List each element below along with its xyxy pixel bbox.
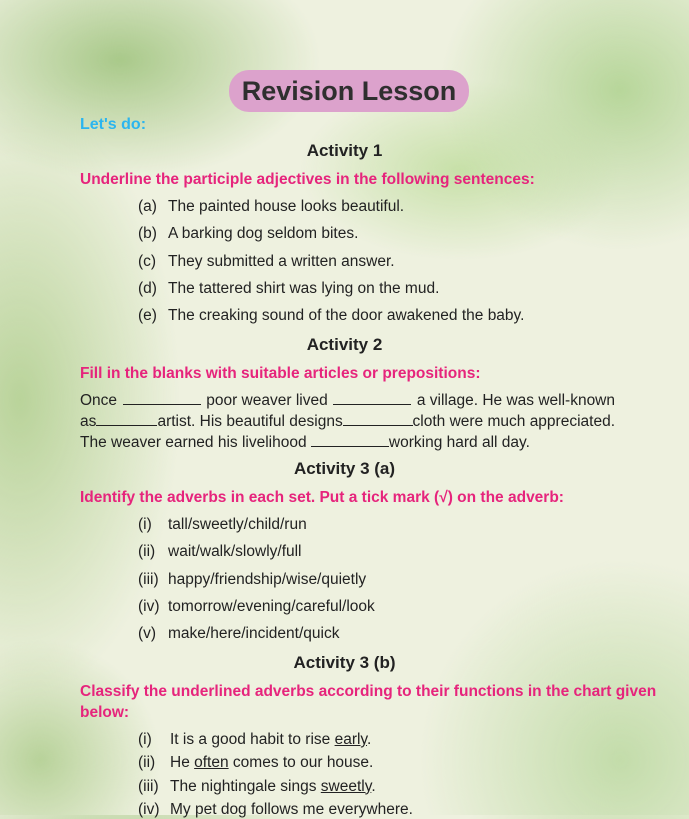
list-item [138, 198, 404, 216]
item-text: My pet dog follows me everywhere. [170, 800, 413, 818]
list-item [138, 754, 373, 772]
item-text: wait/walk/slowly/full [168, 543, 302, 561]
lets-do-label: Let's do: [80, 116, 147, 133]
underlined-adverb: early [334, 731, 368, 748]
item-text: The tattered shirt was lying on the mud. [168, 279, 440, 297]
list-item [138, 778, 376, 796]
item-number: (ii) [138, 543, 156, 561]
item-text: tall/sweetly/child/run [168, 516, 307, 533]
item-number: (c) [138, 252, 157, 270]
item-text: The creaking sound of the door awakened the baby. [168, 307, 525, 325]
activity-3a-instruction: Identify the adverbs in each set. Put a tick mark (√) on the adverb: [80, 489, 564, 506]
item-text: tomorrow/evening/careful/look [168, 597, 375, 615]
item-number: (i) [138, 731, 152, 748]
list-item [138, 598, 375, 616]
list-item [138, 225, 358, 243]
text: The weaver earned his livelihood [80, 434, 307, 451]
activity-2-heading: Activity 2 [306, 335, 383, 354]
item-number: (e) [138, 307, 157, 325]
item-number: (i) [138, 516, 152, 533]
fill-in-paragraph [80, 390, 615, 453]
list-item [138, 801, 413, 819]
text: as [80, 413, 97, 430]
activity-2-instruction: Fill in the blanks with suitable articles or prepositions: [80, 365, 481, 382]
item-text: The nightingale sings [170, 777, 321, 795]
activity-3b-heading: Activity 3 (b) [293, 653, 396, 672]
paragraph-line [80, 432, 615, 453]
blank [123, 390, 201, 405]
item-text: They submitted a written answer. [168, 252, 395, 270]
item-number: (iv) [138, 597, 160, 615]
item-number: (d) [138, 279, 157, 297]
blank [333, 390, 411, 405]
item-number: (ii) [138, 754, 156, 772]
underlined-adverb: often [194, 754, 229, 772]
item-number: (b) [138, 225, 157, 243]
item-number: (iii) [138, 570, 159, 588]
list-item [138, 307, 524, 325]
item-text-end: . [367, 731, 372, 748]
activity-1-heading: Activity 1 [306, 141, 383, 160]
list-item [138, 543, 302, 561]
paragraph-line [80, 411, 615, 432]
list-item [138, 280, 439, 298]
blank [343, 411, 413, 426]
list-item [138, 731, 371, 749]
list-item [138, 625, 339, 643]
blank [96, 411, 157, 426]
item-text: A barking dog seldom bites. [168, 225, 359, 243]
item-number: (v) [138, 625, 157, 643]
item-text: It is a good habit to rise [170, 731, 335, 748]
item-text: make/here/incident/quick [168, 625, 340, 643]
activity-1-instruction: Underline the participle adjectives in the following sentences: [80, 171, 535, 188]
item-number: (a) [138, 198, 157, 215]
text: Once [80, 392, 118, 409]
list-item [138, 516, 307, 534]
item-text: He [170, 754, 195, 772]
text: poor weaver lived [206, 392, 328, 409]
item-text: The painted house looks beautiful. [168, 198, 405, 215]
text: a village. He was well-known [416, 392, 615, 409]
text: cloth were much appreciated. [412, 413, 615, 430]
blank [311, 432, 389, 447]
paragraph-line [80, 390, 615, 411]
item-number: (iv) [138, 800, 160, 818]
page-title: Revision Lesson [229, 70, 469, 112]
list-item [138, 571, 366, 589]
item-text: happy/friendship/wise/quietly [168, 570, 367, 588]
activity-3b-instruction: Classify the underlined adverbs according to their functions in the chart given below: [80, 683, 657, 721]
item-number: (iii) [138, 777, 159, 795]
text: artist. His beautiful designs [157, 413, 343, 430]
item-text-end: comes to our house. [228, 754, 374, 772]
text: working hard all day. [388, 434, 530, 451]
item-text-end: . [371, 777, 376, 795]
list-item [138, 253, 395, 271]
activity-3a-heading: Activity 3 (a) [293, 459, 396, 478]
underlined-adverb: sweetly [320, 777, 372, 795]
